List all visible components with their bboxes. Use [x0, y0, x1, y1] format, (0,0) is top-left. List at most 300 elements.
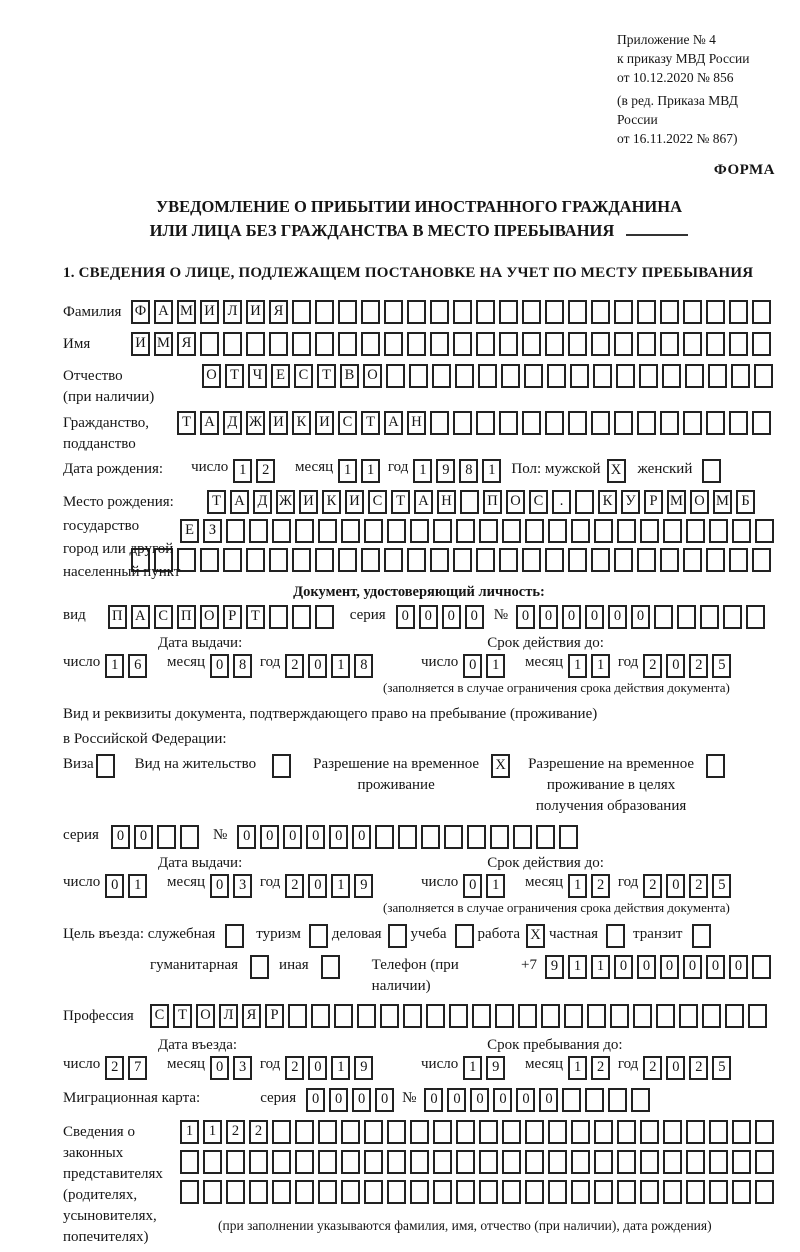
char-cell[interactable]: 1	[338, 459, 357, 483]
char-cell[interactable]: И	[299, 490, 318, 514]
char-cell[interactable]	[752, 548, 771, 572]
char-cell[interactable]	[433, 1150, 452, 1174]
char-cell[interactable]: Ч	[248, 364, 267, 388]
char-cell[interactable]: А	[131, 605, 150, 629]
char-cell[interactable]	[637, 548, 656, 572]
char-cell[interactable]	[692, 924, 711, 948]
temp-permit-checkbox[interactable]	[491, 754, 514, 778]
char-cell[interactable]: X	[491, 754, 510, 778]
char-cell[interactable]: К	[322, 490, 341, 514]
char-cell[interactable]: 0	[306, 825, 325, 849]
char-cell[interactable]: О	[690, 490, 709, 514]
char-cell[interactable]	[495, 1004, 514, 1028]
char-cell[interactable]: 1	[233, 459, 252, 483]
char-cell[interactable]	[570, 364, 589, 388]
char-cell[interactable]	[200, 332, 219, 356]
char-cell[interactable]	[686, 519, 705, 543]
char-cell[interactable]	[683, 300, 702, 324]
char-cell[interactable]: Т	[207, 490, 226, 514]
char-cell[interactable]	[388, 924, 407, 948]
char-cell[interactable]	[375, 825, 394, 849]
char-cell[interactable]	[338, 300, 357, 324]
char-cell[interactable]	[640, 519, 659, 543]
char-cell[interactable]: Р	[644, 490, 663, 514]
char-cell[interactable]: 1	[331, 874, 350, 898]
char-cell[interactable]	[594, 1180, 613, 1204]
purpose-other-checkbox[interactable]	[321, 955, 344, 979]
char-cell[interactable]	[410, 1120, 429, 1144]
char-cell[interactable]: 0	[419, 605, 438, 629]
char-cell[interactable]	[456, 1120, 475, 1144]
char-cell[interactable]	[203, 1150, 222, 1174]
char-cell[interactable]	[525, 519, 544, 543]
char-cell[interactable]: 5	[712, 874, 731, 898]
char-cell[interactable]: 2	[591, 1056, 610, 1080]
char-cell[interactable]: О	[202, 364, 221, 388]
char-cell[interactable]	[545, 411, 564, 435]
char-cell[interactable]: С	[150, 1004, 169, 1028]
char-cell[interactable]	[591, 411, 610, 435]
char-cell[interactable]: Т	[177, 411, 196, 435]
char-cell[interactable]	[292, 605, 311, 629]
char-cell[interactable]	[386, 364, 405, 388]
char-cell[interactable]	[426, 1004, 445, 1028]
char-cell[interactable]: И	[345, 490, 364, 514]
char-cell[interactable]	[456, 1180, 475, 1204]
char-cell[interactable]	[295, 1180, 314, 1204]
char-cell[interactable]	[361, 300, 380, 324]
char-cell[interactable]	[499, 332, 518, 356]
char-cell[interactable]	[614, 411, 633, 435]
char-cell[interactable]: 0	[562, 605, 581, 629]
char-cell[interactable]	[456, 519, 475, 543]
char-cell[interactable]	[608, 1088, 627, 1112]
char-cell[interactable]	[702, 1004, 721, 1028]
char-cell[interactable]: Т	[246, 605, 265, 629]
char-cell[interactable]	[685, 364, 704, 388]
char-cell[interactable]	[407, 300, 426, 324]
char-cell[interactable]	[513, 825, 532, 849]
char-cell[interactable]	[700, 605, 719, 629]
char-cell[interactable]	[315, 332, 334, 356]
char-cell[interactable]	[748, 1004, 767, 1028]
char-cell[interactable]: 0	[237, 825, 256, 849]
char-cell[interactable]: 0	[352, 1088, 371, 1112]
char-cell[interactable]	[545, 300, 564, 324]
char-cell[interactable]	[455, 924, 474, 948]
char-cell[interactable]	[318, 1150, 337, 1174]
purpose-delovaya-checkbox[interactable]	[388, 924, 411, 948]
char-cell[interactable]	[272, 1180, 291, 1204]
purpose-tourism-checkbox[interactable]	[309, 924, 332, 948]
char-cell[interactable]	[522, 411, 541, 435]
char-cell[interactable]	[732, 519, 751, 543]
char-cell[interactable]: 0	[585, 605, 604, 629]
char-cell[interactable]: С	[368, 490, 387, 514]
char-cell[interactable]: С	[529, 490, 548, 514]
char-cell[interactable]: 0	[424, 1088, 443, 1112]
char-cell[interactable]	[292, 332, 311, 356]
char-cell[interactable]: 0	[111, 825, 130, 849]
char-cell[interactable]	[752, 332, 771, 356]
char-cell[interactable]: 2	[226, 1120, 245, 1144]
purpose-business-checkbox[interactable]	[225, 924, 248, 948]
char-cell[interactable]	[663, 1150, 682, 1174]
char-cell[interactable]	[752, 955, 771, 979]
char-cell[interactable]: 6	[128, 654, 147, 678]
char-cell[interactable]	[361, 548, 380, 572]
char-cell[interactable]: 0	[516, 1088, 535, 1112]
char-cell[interactable]: 0	[470, 1088, 489, 1112]
residence-permit-checkbox[interactable]	[272, 754, 295, 778]
purpose-study-checkbox[interactable]	[455, 924, 478, 948]
char-cell[interactable]	[663, 1120, 682, 1144]
char-cell[interactable]	[709, 1120, 728, 1144]
char-cell[interactable]	[617, 1180, 636, 1204]
char-cell[interactable]	[315, 605, 334, 629]
char-cell[interactable]	[338, 332, 357, 356]
char-cell[interactable]: 0	[329, 825, 348, 849]
char-cell[interactable]	[525, 1120, 544, 1144]
char-cell[interactable]	[610, 1004, 629, 1028]
char-cell[interactable]: Р	[223, 605, 242, 629]
char-cell[interactable]: 0	[463, 874, 482, 898]
char-cell[interactable]	[410, 519, 429, 543]
char-cell[interactable]	[430, 300, 449, 324]
char-cell[interactable]: X	[607, 459, 626, 483]
char-cell[interactable]	[364, 519, 383, 543]
char-cell[interactable]	[548, 1120, 567, 1144]
char-cell[interactable]	[679, 1004, 698, 1028]
char-cell[interactable]	[518, 1004, 537, 1028]
char-cell[interactable]: Ж	[276, 490, 295, 514]
char-cell[interactable]: А	[200, 411, 219, 435]
char-cell[interactable]	[479, 1120, 498, 1144]
char-cell[interactable]	[502, 519, 521, 543]
char-cell[interactable]	[456, 1150, 475, 1174]
char-cell[interactable]: Д	[253, 490, 272, 514]
char-cell[interactable]	[656, 1004, 675, 1028]
char-cell[interactable]	[686, 1180, 705, 1204]
char-cell[interactable]: Т	[317, 364, 336, 388]
char-cell[interactable]	[755, 1150, 774, 1174]
char-cell[interactable]: Т	[361, 411, 380, 435]
char-cell[interactable]	[654, 605, 673, 629]
char-cell[interactable]	[660, 300, 679, 324]
char-cell[interactable]	[706, 411, 725, 435]
char-cell[interactable]	[571, 1180, 590, 1204]
char-cell[interactable]	[490, 825, 509, 849]
char-cell[interactable]	[453, 411, 472, 435]
char-cell[interactable]: 1	[591, 654, 610, 678]
char-cell[interactable]: 8	[233, 654, 252, 678]
char-cell[interactable]	[631, 1088, 650, 1112]
char-cell[interactable]	[548, 1150, 567, 1174]
char-cell[interactable]	[357, 1004, 376, 1028]
char-cell[interactable]	[524, 364, 543, 388]
char-cell[interactable]	[731, 364, 750, 388]
char-cell[interactable]	[384, 548, 403, 572]
char-cell[interactable]	[617, 519, 636, 543]
char-cell[interactable]: 9	[436, 459, 455, 483]
char-cell[interactable]	[568, 548, 587, 572]
char-cell[interactable]	[321, 955, 340, 979]
char-cell[interactable]: 2	[643, 1056, 662, 1080]
char-cell[interactable]	[272, 754, 291, 778]
char-cell[interactable]: 2	[249, 1120, 268, 1144]
char-cell[interactable]	[430, 548, 449, 572]
char-cell[interactable]	[295, 1120, 314, 1144]
char-cell[interactable]	[318, 519, 337, 543]
char-cell[interactable]	[387, 1150, 406, 1174]
char-cell[interactable]: 0	[352, 825, 371, 849]
char-cell[interactable]	[433, 1180, 452, 1204]
char-cell[interactable]	[453, 300, 472, 324]
char-cell[interactable]: М	[154, 332, 173, 356]
char-cell[interactable]	[318, 1180, 337, 1204]
char-cell[interactable]	[591, 548, 610, 572]
char-cell[interactable]: 2	[285, 654, 304, 678]
char-cell[interactable]	[562, 1088, 581, 1112]
char-cell[interactable]: У	[621, 490, 640, 514]
char-cell[interactable]	[433, 1120, 452, 1144]
char-cell[interactable]: 8	[459, 459, 478, 483]
char-cell[interactable]: Л	[219, 1004, 238, 1028]
char-cell[interactable]: 0	[614, 955, 633, 979]
char-cell[interactable]	[246, 548, 265, 572]
char-cell[interactable]	[594, 1150, 613, 1174]
char-cell[interactable]	[444, 825, 463, 849]
char-cell[interactable]	[729, 548, 748, 572]
char-cell[interactable]	[706, 300, 725, 324]
char-cell[interactable]	[617, 1150, 636, 1174]
char-cell[interactable]	[225, 924, 244, 948]
char-cell[interactable]	[706, 548, 725, 572]
purpose-work-checkbox[interactable]	[526, 924, 549, 948]
char-cell[interactable]: 2	[689, 1056, 708, 1080]
char-cell[interactable]: П	[108, 605, 127, 629]
char-cell[interactable]: 1	[331, 1056, 350, 1080]
char-cell[interactable]	[709, 1180, 728, 1204]
char-cell[interactable]: Т	[391, 490, 410, 514]
char-cell[interactable]	[226, 1180, 245, 1204]
char-cell[interactable]	[246, 332, 265, 356]
char-cell[interactable]	[364, 1150, 383, 1174]
char-cell[interactable]	[387, 519, 406, 543]
char-cell[interactable]: 9	[486, 1056, 505, 1080]
char-cell[interactable]	[341, 519, 360, 543]
char-cell[interactable]: 1	[463, 1056, 482, 1080]
char-cell[interactable]	[341, 1150, 360, 1174]
char-cell[interactable]	[200, 548, 219, 572]
char-cell[interactable]: О	[506, 490, 525, 514]
char-cell[interactable]: 9	[354, 1056, 373, 1080]
char-cell[interactable]: 0	[608, 605, 627, 629]
char-cell[interactable]	[522, 332, 541, 356]
char-cell[interactable]	[545, 548, 564, 572]
char-cell[interactable]: Б	[736, 490, 755, 514]
char-cell[interactable]: 5	[712, 1056, 731, 1080]
char-cell[interactable]: .	[552, 490, 571, 514]
char-cell[interactable]: М	[667, 490, 686, 514]
char-cell[interactable]	[547, 364, 566, 388]
char-cell[interactable]	[269, 605, 288, 629]
char-cell[interactable]	[568, 411, 587, 435]
char-cell[interactable]: 2	[105, 1056, 124, 1080]
char-cell[interactable]	[479, 1150, 498, 1174]
char-cell[interactable]	[341, 1180, 360, 1204]
char-cell[interactable]	[591, 300, 610, 324]
char-cell[interactable]: А	[154, 300, 173, 324]
char-cell[interactable]	[453, 332, 472, 356]
char-cell[interactable]: Т	[225, 364, 244, 388]
char-cell[interactable]	[755, 519, 774, 543]
char-cell[interactable]: 9	[545, 955, 564, 979]
char-cell[interactable]	[502, 1180, 521, 1204]
char-cell[interactable]: К	[292, 411, 311, 435]
char-cell[interactable]	[96, 754, 115, 778]
char-cell[interactable]: 0	[463, 654, 482, 678]
char-cell[interactable]	[180, 1180, 199, 1204]
char-cell[interactable]	[548, 1180, 567, 1204]
char-cell[interactable]	[702, 459, 721, 483]
char-cell[interactable]: 0	[396, 605, 415, 629]
char-cell[interactable]	[226, 1150, 245, 1174]
char-cell[interactable]: 0	[260, 825, 279, 849]
char-cell[interactable]	[594, 519, 613, 543]
char-cell[interactable]	[338, 548, 357, 572]
char-cell[interactable]	[249, 519, 268, 543]
char-cell[interactable]: Д	[223, 411, 242, 435]
char-cell[interactable]: 0	[729, 955, 748, 979]
char-cell[interactable]	[662, 364, 681, 388]
char-cell[interactable]	[384, 332, 403, 356]
sex-female-checkbox[interactable]	[702, 459, 725, 483]
char-cell[interactable]	[384, 300, 403, 324]
char-cell[interactable]	[732, 1180, 751, 1204]
char-cell[interactable]	[660, 411, 679, 435]
char-cell[interactable]	[706, 754, 725, 778]
char-cell[interactable]	[571, 1120, 590, 1144]
purpose-humanitarian-checkbox[interactable]	[250, 955, 273, 979]
char-cell[interactable]: 1	[568, 654, 587, 678]
char-cell[interactable]	[729, 332, 748, 356]
char-cell[interactable]: П	[483, 490, 502, 514]
char-cell[interactable]: 0	[683, 955, 702, 979]
char-cell[interactable]: 0	[105, 874, 124, 898]
char-cell[interactable]: М	[713, 490, 732, 514]
char-cell[interactable]	[752, 411, 771, 435]
char-cell[interactable]	[617, 1120, 636, 1144]
char-cell[interactable]	[432, 364, 451, 388]
char-cell[interactable]: 0	[210, 1056, 229, 1080]
char-cell[interactable]: 2	[285, 1056, 304, 1080]
char-cell[interactable]: 1	[486, 874, 505, 898]
char-cell[interactable]: А	[384, 411, 403, 435]
char-cell[interactable]: 0	[308, 874, 327, 898]
char-cell[interactable]: 2	[689, 874, 708, 898]
char-cell[interactable]	[708, 364, 727, 388]
char-cell[interactable]: Я	[242, 1004, 261, 1028]
char-cell[interactable]: 1	[331, 654, 350, 678]
char-cell[interactable]	[364, 1180, 383, 1204]
char-cell[interactable]: 0	[637, 955, 656, 979]
char-cell[interactable]	[180, 825, 199, 849]
char-cell[interactable]: 1	[568, 1056, 587, 1080]
char-cell[interactable]	[292, 548, 311, 572]
char-cell[interactable]: Ж	[246, 411, 265, 435]
char-cell[interactable]	[479, 1180, 498, 1204]
char-cell[interactable]	[683, 548, 702, 572]
char-cell[interactable]: О	[200, 605, 219, 629]
char-cell[interactable]: И	[131, 332, 150, 356]
char-cell[interactable]	[755, 1180, 774, 1204]
char-cell[interactable]	[315, 300, 334, 324]
char-cell[interactable]: 0	[447, 1088, 466, 1112]
char-cell[interactable]	[686, 1120, 705, 1144]
char-cell[interactable]: 9	[354, 874, 373, 898]
char-cell[interactable]: 2	[285, 874, 304, 898]
char-cell[interactable]	[606, 924, 625, 948]
char-cell[interactable]	[663, 519, 682, 543]
char-cell[interactable]	[640, 1180, 659, 1204]
char-cell[interactable]: 0	[306, 1088, 325, 1112]
char-cell[interactable]	[541, 1004, 560, 1028]
char-cell[interactable]	[499, 548, 518, 572]
char-cell[interactable]	[729, 411, 748, 435]
char-cell[interactable]	[269, 548, 288, 572]
char-cell[interactable]: 2	[256, 459, 275, 483]
char-cell[interactable]	[157, 825, 176, 849]
char-cell[interactable]	[754, 364, 773, 388]
char-cell[interactable]	[476, 411, 495, 435]
char-cell[interactable]	[501, 364, 520, 388]
char-cell[interactable]: 0	[493, 1088, 512, 1112]
char-cell[interactable]: С	[154, 605, 173, 629]
char-cell[interactable]: 2	[643, 654, 662, 678]
char-cell[interactable]	[387, 1120, 406, 1144]
char-cell[interactable]	[292, 300, 311, 324]
char-cell[interactable]	[686, 1150, 705, 1174]
char-cell[interactable]: 3	[233, 1056, 252, 1080]
char-cell[interactable]	[433, 519, 452, 543]
char-cell[interactable]	[536, 825, 555, 849]
char-cell[interactable]	[502, 1120, 521, 1144]
char-cell[interactable]	[640, 1150, 659, 1174]
char-cell[interactable]	[723, 605, 742, 629]
char-cell[interactable]	[410, 1150, 429, 1174]
char-cell[interactable]: 2	[591, 874, 610, 898]
char-cell[interactable]	[407, 332, 426, 356]
char-cell[interactable]	[341, 1120, 360, 1144]
char-cell[interactable]	[614, 332, 633, 356]
char-cell[interactable]	[455, 364, 474, 388]
char-cell[interactable]	[407, 548, 426, 572]
char-cell[interactable]: 0	[442, 605, 461, 629]
char-cell[interactable]	[564, 1004, 583, 1028]
char-cell[interactable]	[709, 519, 728, 543]
char-cell[interactable]	[614, 548, 633, 572]
char-cell[interactable]	[460, 490, 479, 514]
char-cell[interactable]: А	[414, 490, 433, 514]
char-cell[interactable]: 1	[591, 955, 610, 979]
char-cell[interactable]	[226, 519, 245, 543]
char-cell[interactable]: X	[526, 924, 545, 948]
char-cell[interactable]: 0	[329, 1088, 348, 1112]
char-cell[interactable]	[453, 548, 472, 572]
char-cell[interactable]: Е	[180, 519, 199, 543]
char-cell[interactable]	[709, 1150, 728, 1174]
